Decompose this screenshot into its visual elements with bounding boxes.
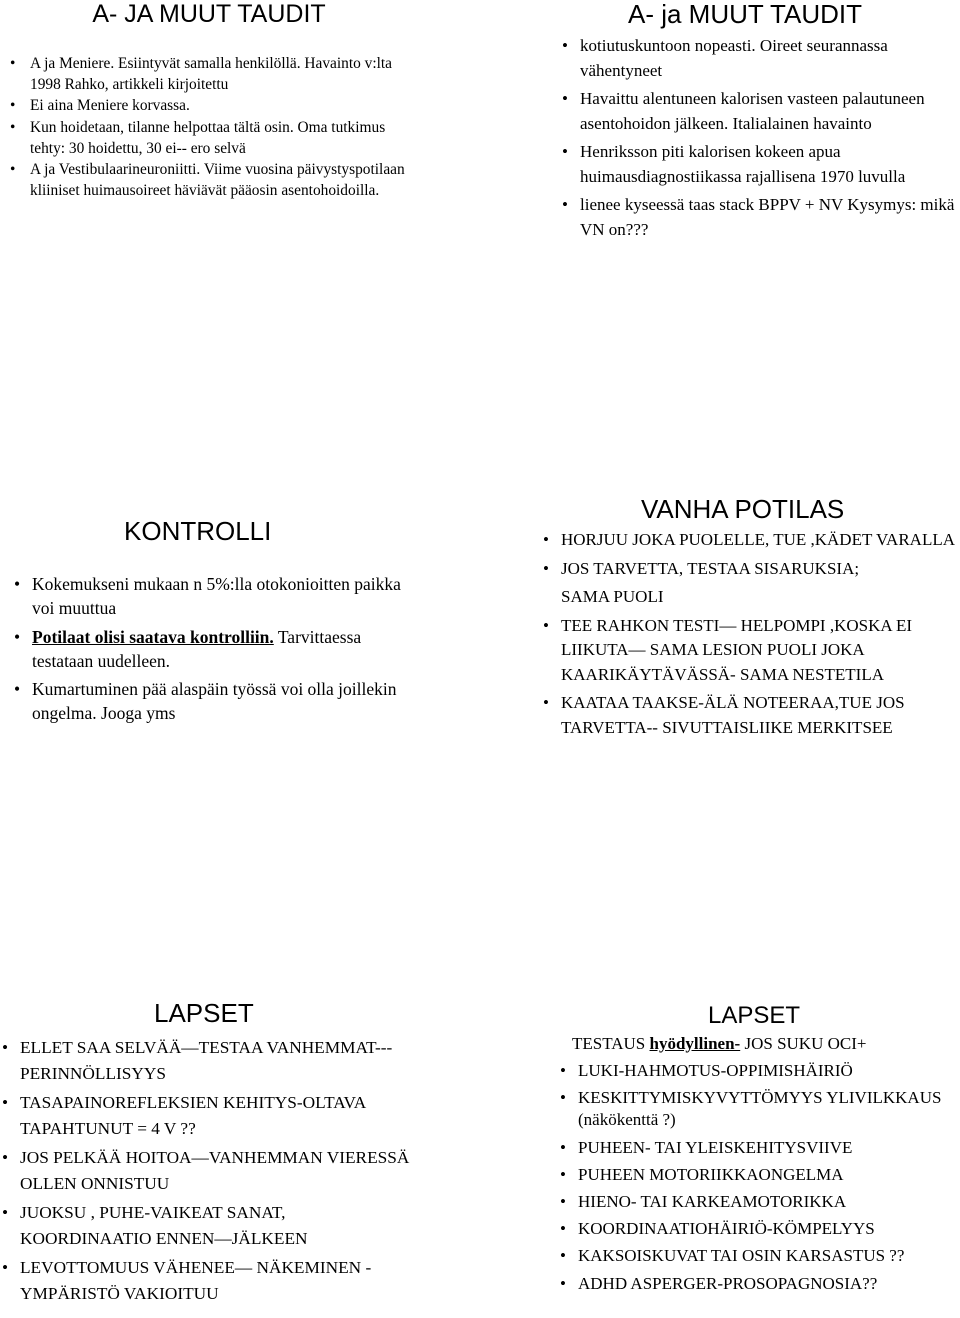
list-item [12, 625, 418, 674]
list-item: SAMA PUOLI [561, 587, 664, 606]
list-item: • kotiutuskuntoon nopeasti. Oireet seurannassa vähentyneet [560, 34, 960, 83]
list-item: • PUHEEN- TAI YLEISKEHITYSVIIVE [558, 1137, 960, 1159]
list-item: • Henriksson piti kalorisen kokeen apua huimausdiagnostiikassa rajallisena 1970 luvulla [560, 140, 960, 189]
slide-title: VANHA POTILAS [641, 494, 845, 524]
list-item: • PUHEEN MOTORIIKKAONGELMA [558, 1164, 960, 1186]
slide-title: A- ja MUUT TAUDIT [628, 0, 863, 29]
list-item: • JOS PELKÄÄ HOITOA—VANHEMMAN VIERESSÄ OLLEN ONNISTUU [0, 1145, 418, 1196]
item-text: Tarvittaessa testataan uudelleen. [32, 626, 362, 671]
list-item: • JOS TARVETTA, TESTAA SISARUKSIA; [541, 557, 960, 582]
slide-lapset-2 [558, 1000, 960, 1318]
slide-vanha-potilas [525, 492, 960, 802]
list-item: • KOORDINAATIOHÄIRIÖ-KÖMPELYYS [558, 1218, 960, 1240]
list-item: • HORJUU JOKA PUOLELLE, TUE ,KÄDET VARALLA [541, 528, 960, 553]
slide-title: LAPSET [154, 998, 254, 1028]
list-item: • Kokemukseni mukaan n 5%:lla otokonioitten paikka voi muuttua [12, 572, 418, 621]
bullet-list [0, 1035, 418, 1306]
list-item: • TEE RAHKON TESTI— HELPOMPI ,KOSKA EI LIIKUTA— SAMA LESION PUOLI JOKA KAARIKÄYTÄVÄSSÄ- SAMA NESTETILA [541, 614, 960, 688]
bullet-list [525, 528, 960, 740]
bullet-list [0, 53, 418, 201]
list-item: • TASAPAINOREFLEKSIEN KEHITYS-OLTAVA TAPAHTUNUT = 4 V ?? [0, 1090, 418, 1141]
list-item: • Havaittu alentuneen kalorisen vasteen palautuneen asentohoidon jälkeen. Italialainen havainto [560, 87, 960, 136]
slide-a-ja-muut-taudit-2 [560, 0, 960, 310]
lead-emphasis: hyödyllinen- [649, 1034, 741, 1053]
list-item: • KAATAA TAAKSE-ÄLÄ NOTEERAA,TUE JOS TARVETTA-- SIVUTTAISLIIKE MERKITSEE [541, 691, 960, 740]
list-item: • A ja Vestibulaarineuroniitti. Viime vuosina päivystyspotilaan kliiniset huimausoireet häviävät pääosin asentohoidoilla. [10, 159, 418, 201]
bullet-list [560, 34, 960, 242]
slide-title: KONTROLLI [124, 516, 272, 546]
lead-suffix: JOS SUKU OCI+ [740, 1034, 867, 1053]
slide-title: A- JA MUUT TAUDIT [92, 0, 326, 28]
list-item: • lienee kyseessä taas stack BPPV + NV Kysymys: mikä VN on??? [560, 193, 960, 242]
slide-title: LAPSET [708, 1002, 801, 1029]
slide-kontrolli [0, 515, 418, 745]
list-item: • HIENO- TAI KARKEAMOTORIKKA [558, 1191, 960, 1213]
list-item: • ADHD ASPERGER-PROSOPAGNOSIA?? [558, 1273, 960, 1295]
lead-prefix: TESTAUS [572, 1034, 650, 1053]
list-item: • LUKI-HAHMOTUS-OPPIMISHÄIRIÖ [558, 1060, 960, 1082]
slide-lapset-1 [0, 996, 418, 1318]
list-item: • KAKSOISKUVAT TAI OSIN KARSASTUS ?? [558, 1245, 960, 1267]
bullet-list [558, 1060, 960, 1295]
bullet-list [0, 572, 418, 726]
list-item: • Kun hoidetaan, tilanne helpottaa tältä osin. Oma tutkimus tehty: 30 hoidettu, 30 ei-- ero selvä [10, 117, 418, 159]
slide-a-ja-muut-taudit-1 [0, 0, 418, 250]
list-item: • A ja Meniere. Esiintyvät samalla henkilöllä. Havainto v:lta 1998 Rahko, artikkeli kirjoitettu [10, 53, 418, 95]
list-item: • JUOKSU , PUHE-VAIKEAT SANAT, KOORDINAATIO ENNEN—JÄLKEEN [0, 1200, 418, 1251]
list-item: • Kumartuminen pää alaspäin työssä voi olla joillekin ongelma. Jooga yms [12, 677, 418, 726]
list-item: • Ei aina Meniere korvassa. [10, 95, 418, 116]
list-item: • KESKITTYMISKYVYTTÖMYYS YLIVILKKAUS (näkökenttä ?) [558, 1087, 960, 1131]
emphasis-text: Potilaat olisi saatava kontrolliin. [32, 626, 274, 647]
list-item: • LEVOTTOMUUS VÄHENEE— NÄKEMINEN -YMPÄRISTÖ VAKIOITUU [0, 1255, 418, 1306]
list-item: • ELLET SAA SELVÄÄ—TESTAA VANHEMMAT---PERINNÖLLISYYS [0, 1035, 418, 1086]
lead-text [558, 1032, 960, 1056]
